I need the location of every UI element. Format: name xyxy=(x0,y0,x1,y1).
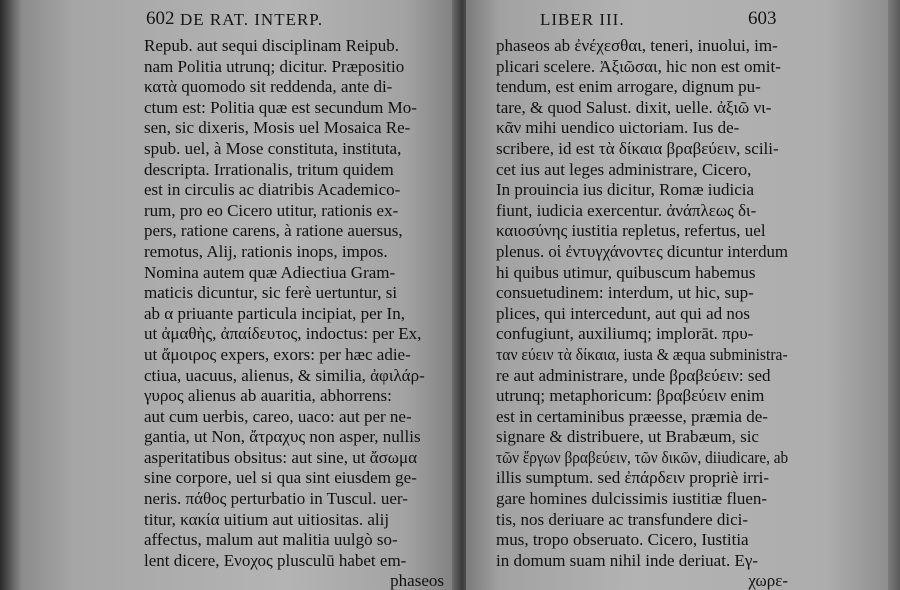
text-line: spub. uel, à Mose constituta, instituta, xyxy=(144,138,402,158)
text-line: γυρος alienus ab auaritia, abhorrens: xyxy=(144,386,392,406)
text-line: affectus, malum aut malitia uulgò so- xyxy=(144,530,398,550)
text-line: ctum est: Politia quæ est secundum Mo- xyxy=(144,97,417,117)
text-line: κᾶν mihi uendico uictoriam. Ius de- xyxy=(496,118,740,138)
text-line: illis sumptum. sed ἐπάρδειν propriè irri- xyxy=(496,468,769,488)
text-line: plices, qui intercedunt, aut qui ad nos xyxy=(496,303,750,323)
page-body-text xyxy=(144,36,444,590)
left-page xyxy=(22,0,458,590)
text-line: pers, ratione carens, à ratione auersus, xyxy=(144,221,403,241)
text-line: cet ius aut leges administrare, Cicero, xyxy=(496,159,752,179)
text-line: Repub. aut sequi disciplinam Reipub. xyxy=(144,36,399,55)
text-line: titur, κακία uitium aut uitiositas. alij xyxy=(144,509,390,529)
text-line: rum, pro eo Cicero utitur, rationis ex- xyxy=(144,200,399,220)
running-head: LIBER III. xyxy=(540,10,625,29)
text-line: τῶν ἔργων βραβεύειν, τῶν δικῶν, diiudicare, ab xyxy=(496,447,789,467)
text-line: remotus, Alij, rationis inops, impos. xyxy=(144,241,388,261)
text-line: plenus. οἱ ἐντυγχάνοντες dicuntur interdum xyxy=(496,241,789,261)
text-line: lent dicere, Ενοχος plusculū habet em- xyxy=(144,550,407,570)
text-line: signare & distribuere, ut Brabæum, sic xyxy=(496,427,759,447)
text-line: sen, sic dixeris, Mosis uel Mosaica Re- xyxy=(144,118,411,138)
text-line: gantia, ut Non, ἄτραχυς non asper, nullis xyxy=(144,427,421,447)
page-number: 602 xyxy=(146,8,175,29)
text-line: gare homines dulcissimis iustitiæ fluen- xyxy=(496,489,768,509)
text-line: tis, nos deriuare ac transfundere dici- xyxy=(496,509,749,529)
text-line: In prouincia ius dicitur, Romæ iudicia xyxy=(496,180,755,200)
text-line: Nomina autem quæ Adiectiua Gram- xyxy=(144,262,396,282)
text-line: nam Politia utrunq; dicitur. Præpositio xyxy=(144,56,405,76)
right-page xyxy=(466,0,890,590)
text-line: καιοσύνης iustitia repletus, refertus, uel xyxy=(496,221,766,241)
page-edge xyxy=(888,0,900,590)
text-line: fiunt, iudicia exercentur. ἀνάπλεως δι- xyxy=(496,200,757,220)
text-line: descripta. Irrationalis, tritum quidem xyxy=(144,159,394,179)
text-line: κατὰ quomodo sit reddenda, ante di- xyxy=(144,77,393,97)
text-line: ctiua, uacuus, alienus, & similia, ἀφιλάρ- xyxy=(144,365,425,385)
running-head-title: DE RAT. INTERP. xyxy=(180,10,324,29)
text-line: sine corpore, uel si qua sint eiusdem ge- xyxy=(144,468,417,488)
text-line: mus, tropo obseruato. Cicero, Iustitia xyxy=(496,530,749,550)
text-line: consuetudinem: interdum, ut hic, sup- xyxy=(496,283,754,303)
text-line: phaseos ab ἐνέχεσθαι, teneri, inuolui, im- xyxy=(496,36,778,55)
text-line: neris. πάθος perturbatio in Tuscul. uer- xyxy=(144,489,408,509)
text-line: utrunq; metaphoricum: βραβεύειν enim xyxy=(496,386,765,406)
text-line: asperitatibus obsitus: aut sine, ut ἄσωμα xyxy=(144,447,417,467)
page-body-text xyxy=(496,36,788,590)
text-line: in domum suam nihil inde deriuat. Εγ- xyxy=(496,550,758,570)
page-number: 603 xyxy=(748,8,777,29)
text-line: plicari scelere. Ἀξιῶσαι, hic non est omit- xyxy=(496,56,781,76)
text-line: re aut administrare, unde βραβεύειν: sed xyxy=(496,365,771,385)
running-head xyxy=(146,10,323,30)
text-line: ab α priuante particula incipiat, per In, xyxy=(144,303,405,323)
text-line: ut ἀμαθὴς, ἀπαίδευτος, indoctus: per Ex, xyxy=(144,324,422,344)
text-line: ταν εύειν τὰ δίκαια, iusta & æqua subministra- xyxy=(496,344,788,364)
text-line: ut ἄμοιρος expers, exors: per hæc adie- xyxy=(144,344,411,364)
text-line: confugiunt, auxiliumq; implorāt. πρυ- xyxy=(496,324,754,344)
catchword: χωρε- xyxy=(748,571,788,590)
text-line: est in certaminibus præesse, præmia de- xyxy=(496,406,768,426)
text-line: tendum, est enim arrogare, dignum pu- xyxy=(496,77,761,97)
text-line: hi quibus utimur, quibuscum habemus xyxy=(496,262,756,282)
text-line: tare, & quod Salust. dixit, uelle. ἀξιῶ νι- xyxy=(496,97,772,117)
text-line: aut cum uerbis, careo, uaco: aut per ne- xyxy=(144,406,412,426)
text-line: scribere, id est τὰ δίκαια βραβεύειν, scili- xyxy=(496,138,779,158)
catchword: phaseos xyxy=(390,571,444,590)
text-line: est in circulis ac diatribis Academico- xyxy=(144,180,401,200)
text-line: maticis dicuntur, sic ferè uertuntur, si xyxy=(144,283,398,303)
